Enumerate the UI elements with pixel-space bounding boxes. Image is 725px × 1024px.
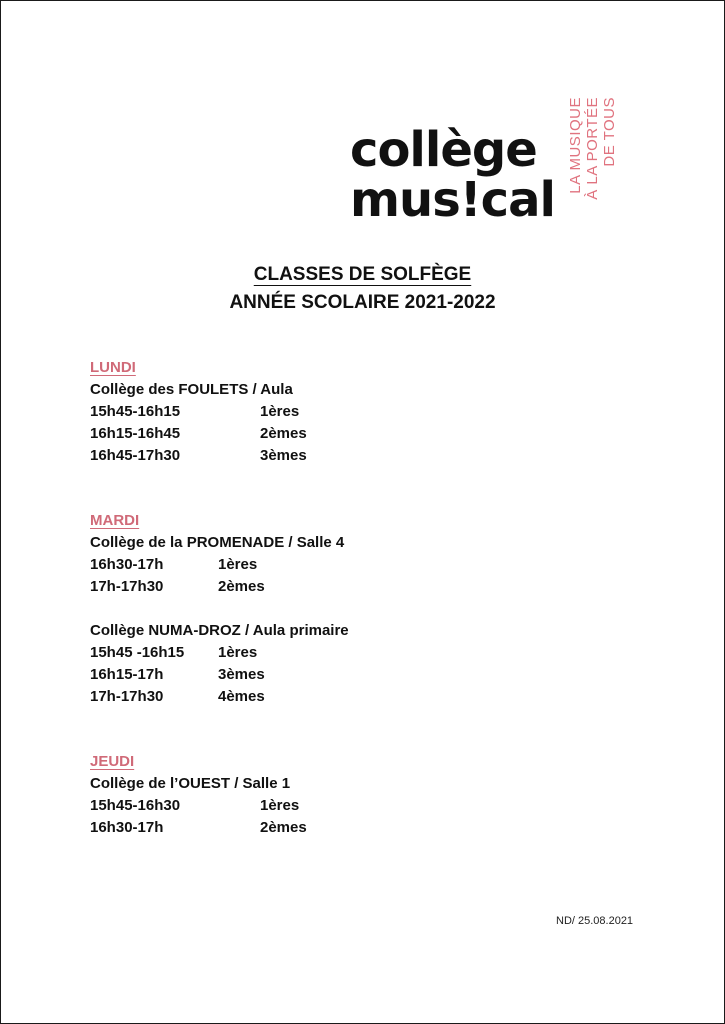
slot-time: 15h45-16h15 bbox=[90, 403, 181, 420]
schedule-row bbox=[90, 642, 650, 664]
logo-line-2: mus!cal bbox=[350, 172, 555, 228]
slot-time: 17h-17h30 bbox=[90, 578, 164, 595]
slot-grade: 2èmes bbox=[218, 578, 265, 595]
schedule-row bbox=[90, 795, 650, 817]
section-spacer bbox=[90, 708, 650, 751]
schedule-row bbox=[90, 423, 650, 445]
day-heading-lundi: LUNDI bbox=[90, 359, 136, 376]
slot-grade: 1ères bbox=[218, 556, 258, 573]
schedule-row bbox=[90, 554, 650, 576]
slot-time: 16h45-17h30 bbox=[90, 447, 181, 464]
section-spacer bbox=[90, 467, 650, 510]
slot-grade: 3èmes bbox=[218, 666, 265, 683]
venue-spacer bbox=[90, 598, 650, 620]
logo-line-1: collège bbox=[350, 122, 537, 178]
document-title: CLASSES DE SOLFÈGE bbox=[253, 264, 472, 285]
title-line-1-wrapper bbox=[1, 263, 724, 287]
slot-time: 16h30-17h bbox=[90, 556, 164, 573]
slot-time: 16h15-16h45 bbox=[90, 425, 181, 442]
slot-grade: 3èmes bbox=[260, 447, 307, 464]
slot-grade: 2èmes bbox=[260, 425, 307, 442]
slot-grade: 1ères bbox=[260, 797, 300, 814]
schedule bbox=[90, 357, 650, 839]
slot-grade: 4èmes bbox=[218, 688, 265, 705]
schedule-row bbox=[90, 445, 650, 467]
venue-name: Collège NUMA-DROZ / Aula primaire bbox=[90, 622, 349, 639]
schedule-row bbox=[90, 664, 650, 686]
slot-time: 16h15-17h bbox=[90, 666, 164, 683]
day-heading-mardi: MARDI bbox=[90, 512, 140, 529]
logo-tagline bbox=[567, 97, 621, 227]
slot-grade: 1ères bbox=[260, 403, 300, 420]
document-footer-reference: ND/ 25.08.2021 bbox=[556, 915, 634, 927]
venue-name: Collège de l’OUEST / Salle 1 bbox=[90, 775, 291, 792]
slot-grade: 2èmes bbox=[260, 819, 307, 836]
document-subtitle: ANNÉE SCOLAIRE 2021-2022 bbox=[229, 292, 496, 313]
tagline-line-3: DE TOUS bbox=[601, 97, 618, 167]
slot-time: 17h-17h30 bbox=[90, 688, 164, 705]
venue-name: Collège des FOULETS / Aula bbox=[90, 381, 293, 398]
schedule-row bbox=[90, 401, 650, 423]
schedule-row bbox=[90, 817, 650, 839]
slot-time: 16h30-17h bbox=[90, 819, 164, 836]
slot-grade: 1ères bbox=[218, 644, 258, 661]
schedule-row bbox=[90, 686, 650, 708]
tagline-line-2: À LA PORTÉE bbox=[584, 97, 601, 200]
slot-time: 15h45-16h30 bbox=[90, 797, 181, 814]
college-musical-logo bbox=[350, 122, 555, 228]
schedule-row bbox=[90, 576, 650, 598]
slot-time: 15h45 -16h15 bbox=[90, 644, 185, 661]
venue-name: Collège de la PROMENADE / Salle 4 bbox=[90, 534, 345, 551]
tagline-line-1: LA MUSIQUE bbox=[567, 97, 584, 194]
day-heading-jeudi: JEUDI bbox=[90, 753, 135, 770]
